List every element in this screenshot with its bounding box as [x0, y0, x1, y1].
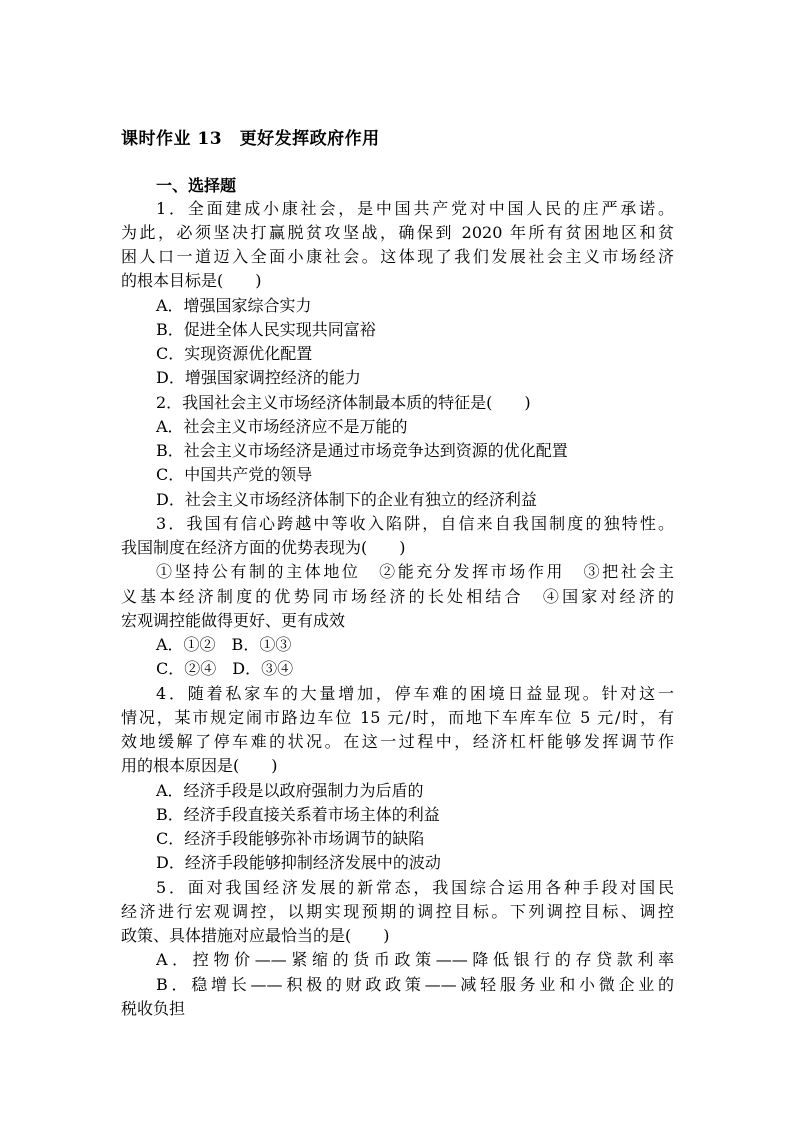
- q4-option-d: D．经济手段能够抑制经济发展中的波动: [156, 853, 441, 872]
- q3-line-1: 3．我国有信心跨越中等收入陷阱，自信来自我国制度的独特性。: [156, 514, 674, 533]
- q4-line-4: 用的根本原因是( ): [121, 756, 278, 775]
- q4-line-2: 情况，某市规定闹市路边车位 15 元/时，而地下车库车位 5 元/时，有: [121, 708, 674, 727]
- q3-statements-3: 宏观调控能做得更好、更有成效: [121, 611, 346, 630]
- q4-option-c: C．经济手段能够弥补市场调节的缺陷: [156, 829, 425, 848]
- q2-line-1: 2．我国社会主义市场经济体制最本质的特征是( ): [156, 393, 531, 412]
- page-title: 课时作业 13 更好发挥政府作用: [121, 129, 380, 149]
- q3-statements-2: 义基本经济制度的优势同市场经济的长处相结合 ④国家对经济的: [121, 587, 674, 606]
- q5-line-2: 经济进行宏观调控，以期实现预期的调控目标。下列调控目标、调控: [121, 902, 674, 921]
- q2-option-d: D．社会主义市场经济体制下的企业有独立的经济利益: [156, 490, 537, 509]
- section-heading: 一、选择题: [156, 176, 237, 195]
- q1-line-2: 为此，必须坚决打赢脱贫攻坚战，确保到 2020 年所有贫困地区和贫: [121, 223, 674, 242]
- q1-option-d: D．增强国家调控经济的能力: [156, 368, 361, 387]
- q2-option-b: B．社会主义市场经济是通过市场竞争达到资源的优化配置: [156, 441, 568, 460]
- q5-line-1: 5．面对我国经济发展的新常态，我国综合运用各种手段对国民: [156, 878, 674, 897]
- q4-option-b: B．经济手段直接关系着市场主体的利益: [156, 805, 440, 824]
- q4-line-1: 4．随着私家车的大量增加，停车难的困境日益显现。针对这一: [156, 684, 674, 703]
- q2-option-a: A．社会主义市场经济应不是万能的: [156, 417, 408, 436]
- q3-line-2: 我国制度在经济方面的优势表现为( ): [121, 538, 406, 557]
- q5-option-b: B．稳增长——积极的财政政策——减轻服务业和小微企业的: [156, 975, 674, 994]
- q3-statements-1: ①坚持公有制的主体地位 ②能充分发挥市场作用 ③把社会主: [156, 562, 674, 581]
- q3-options-ab: A．①② B．①③: [156, 635, 292, 654]
- q1-line-3: 困人口一道迈入全面小康社会。这体现了我们发展社会主义市场经济: [121, 247, 674, 266]
- q4-option-a: A．经济手段是以政府强制力为后盾的: [156, 781, 424, 800]
- q5-option-b-cont: 税收负担: [121, 999, 186, 1018]
- q3-options-cd: C．②④ D．③④: [156, 659, 294, 678]
- q5-option-a: A．控物价——紧缩的货币政策——降低银行的存贷款利率: [156, 950, 674, 969]
- q1-option-b: B．促进全体人民实现共同富裕: [156, 320, 376, 339]
- q1-option-a: A．增强国家综合实力: [156, 296, 312, 315]
- q4-line-3: 效地缓解了停车难的状况。在这一过程中，经济杠杆能够发挥调节作: [121, 732, 674, 751]
- q2-option-c: C．中国共产党的领导: [156, 465, 313, 484]
- q1-option-c: C．实现资源优化配置: [156, 344, 313, 363]
- q1-line-1: 1．全面建成小康社会，是中国共产党对中国人民的庄严承诺。: [156, 199, 674, 218]
- q1-line-4: 的根本目标是( ): [121, 271, 262, 290]
- q5-line-3: 政策、具体措施对应最恰当的是( ): [121, 926, 390, 945]
